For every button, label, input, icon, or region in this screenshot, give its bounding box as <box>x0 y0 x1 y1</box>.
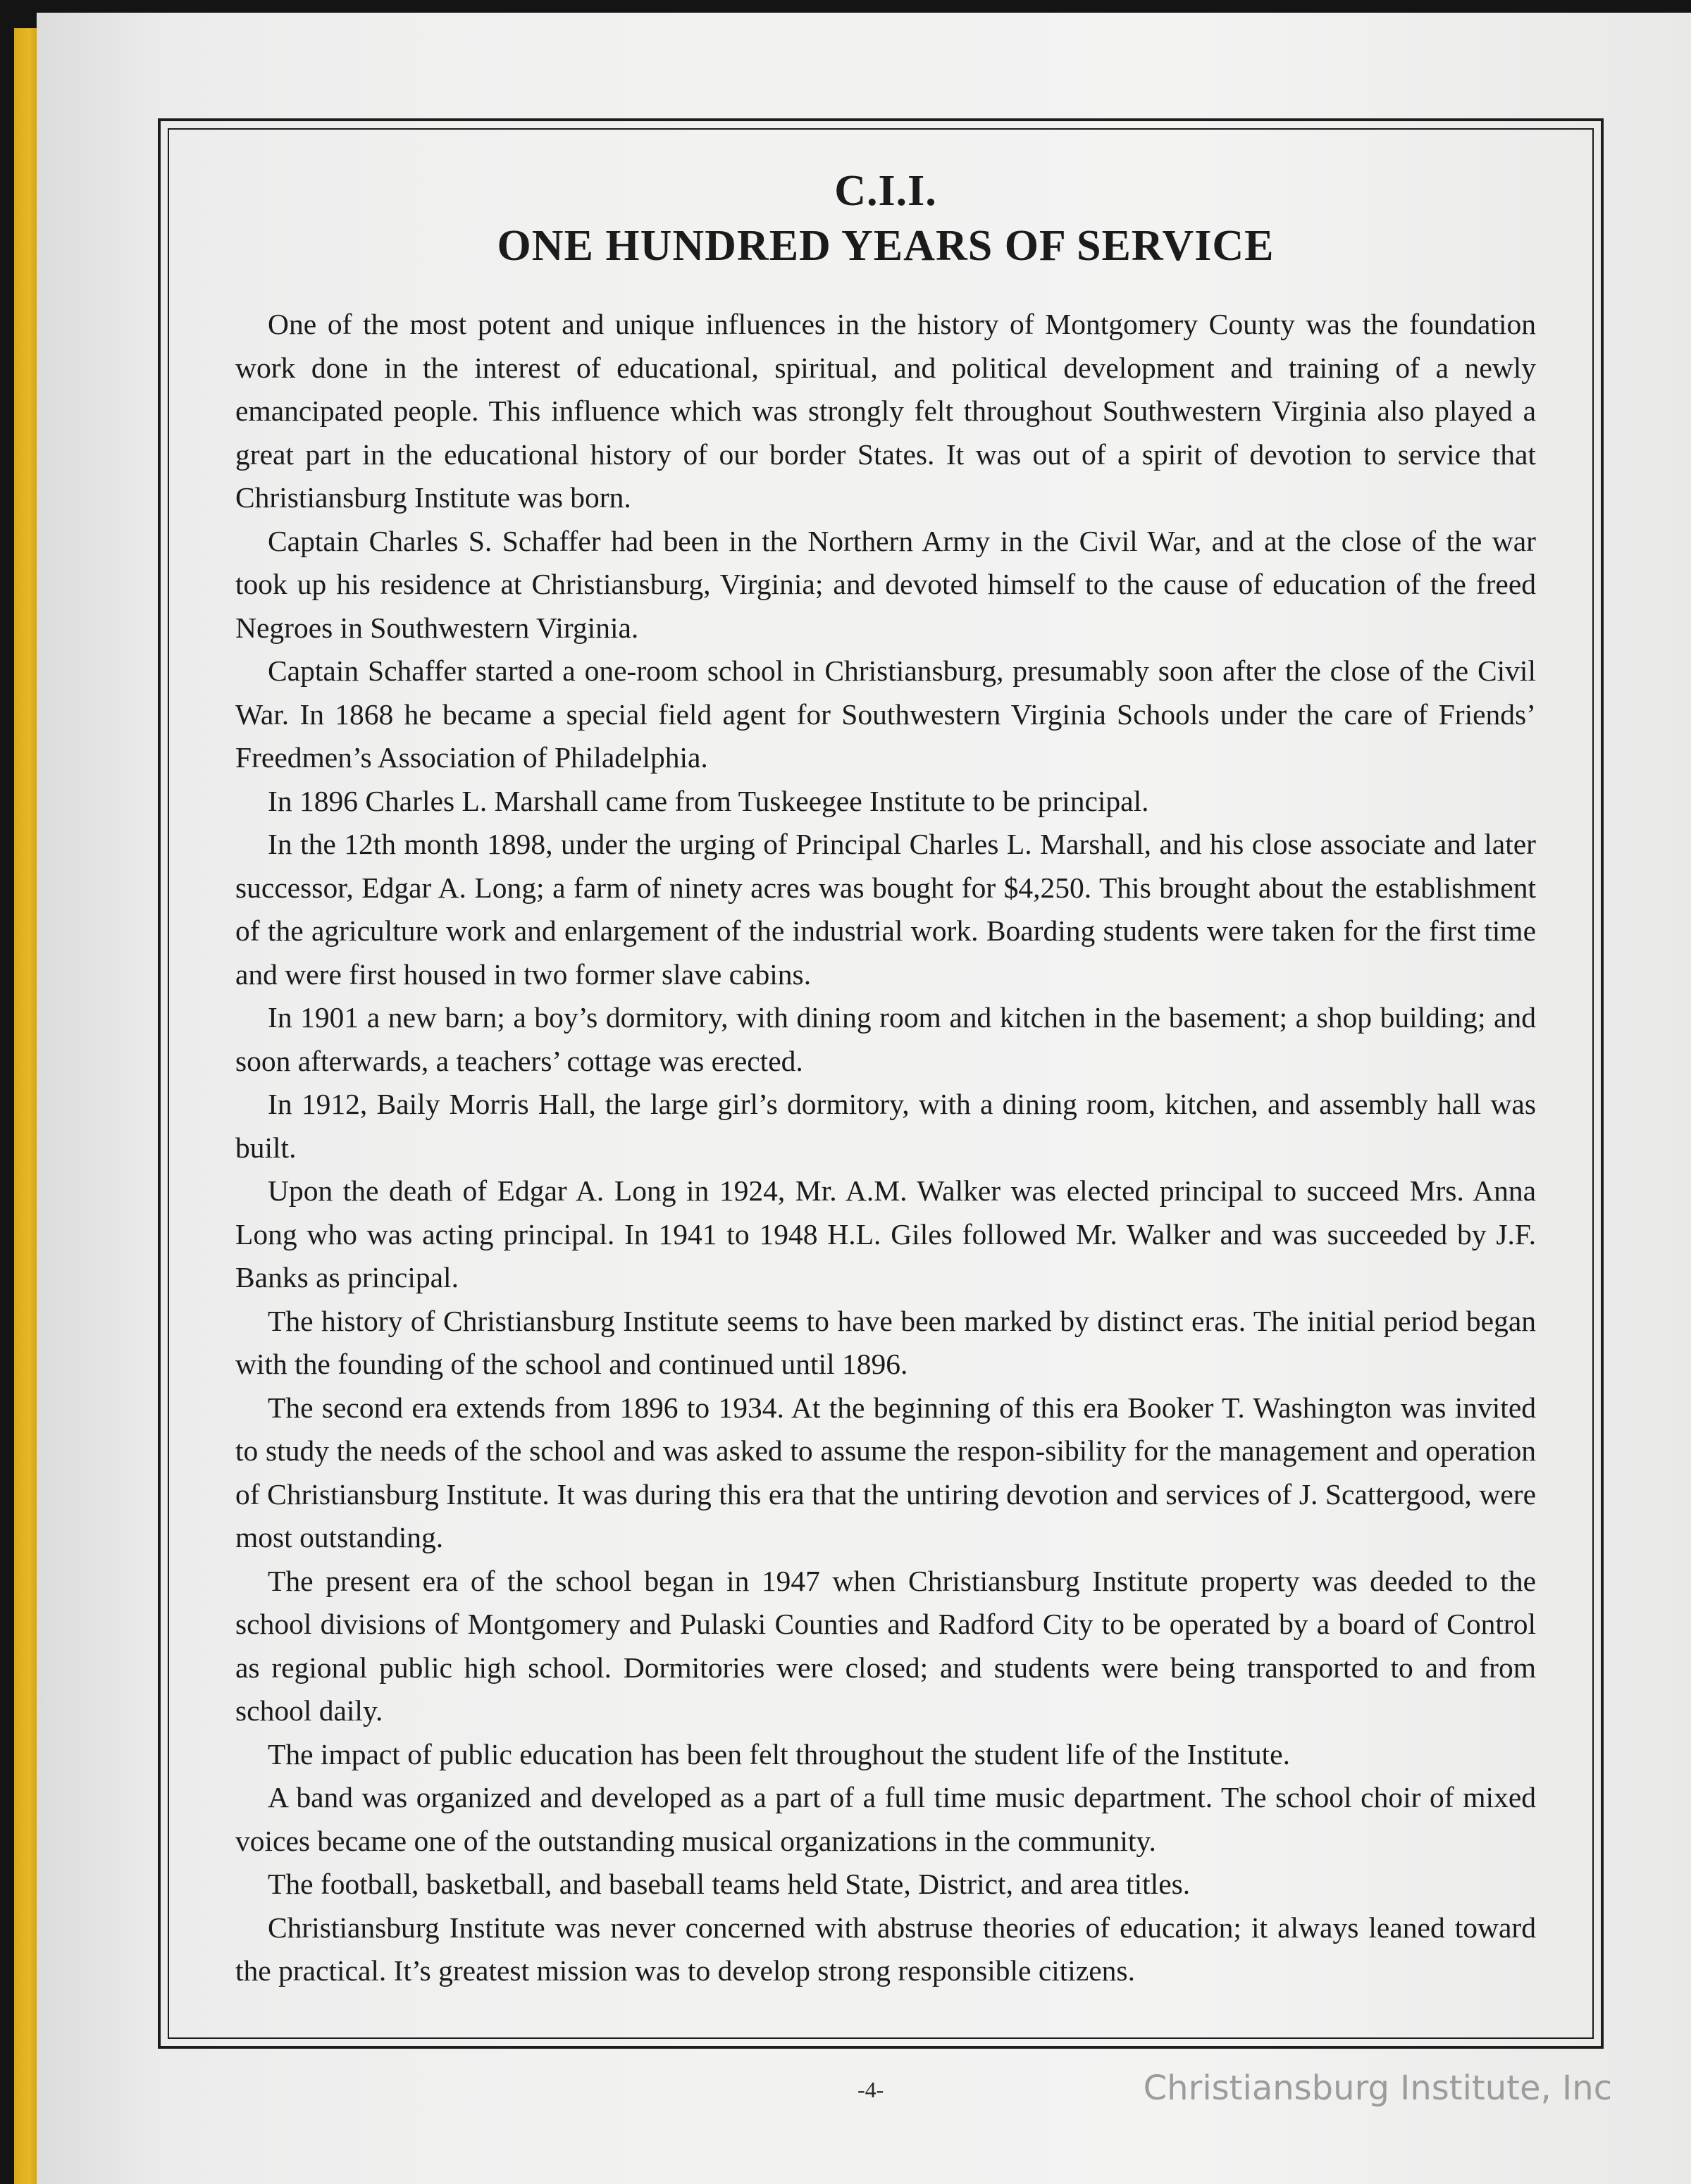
text-frame <box>158 118 1604 2049</box>
paragraph: A band was organized and developed as a part of a full time music department. The school choir of mixed voices became one of the outstanding musical organizations in the community. <box>235 1781 1536 1857</box>
paragraph: The second era extends from 1896 to 1934. At the beginning of this era Booker T. Washington was invited to study the needs of the school and was asked to assume the respon-sibility for the management and operation of Christiansburg Institute. It was during this era that the untiring devotion and services of J. Scattergood, were most outstanding. <box>235 1391 1536 1553</box>
watermark-text: Christiansburg Institute, Inc <box>1143 2068 1612 2108</box>
title-line-1: C.I.I. <box>834 167 937 215</box>
paragraph: In 1901 a new barn; a boy’s dormitory, with dining room and kitchen in the basement; a shop building; and soon afterwards, a teachers’ cottage was erected. <box>235 1001 1536 1077</box>
paragraph: The present era of the school began in 1947 when Christiansburg Institute property was deeded to the school divisions of Montgomery and Pulaski Counties and Radford City to be operated by a board of Control as regional public high school. Dormitories were closed; and students were being transported to and from school daily. <box>235 1564 1536 1727</box>
paragraph: In 1896 Charles L. Marshall came from Tuskeegee Institute to be principal. <box>268 784 1149 817</box>
page-number: -4- <box>857 2077 884 2102</box>
paragraph: Upon the death of Edgar A. Long in 1924, Mr. A.M. Walker was elected principal to succeed Mrs. Anna Long who was acting principal. In 1941 to 1948 H.L. Giles followed Mr. Walker and was succeeded by J.F. Banks as principal. <box>235 1174 1536 1293</box>
page-title <box>235 163 1536 273</box>
title-line-2: ONE HUNDRED YEARS OF SERVICE <box>497 222 1275 270</box>
paragraph: In 1912, Baily Morris Hall, the large girl’s dormitory, with a dining room, kitchen, and assembly hall was built. <box>235 1088 1536 1164</box>
paragraph: Captain Schaffer started a one-room school in Christiansburg, presumably soon after the close of the Civil War. In 1868 he became a special field agent for Southwestern Virginia Schools under the care of Friends’ Freedmen’s Association of Philadelphia. <box>235 654 1536 774</box>
article-content <box>235 163 1536 1993</box>
paragraph: One of the most potent and unique influences in the history of Montgomery County was the foundation work done in the interest of educational, spiritual, and political development and training of a newly emancipated people. This influence which was strongly felt throughout Southwestern Virginia also played a great part in the educational history of our border States. It was out of a spirit of devotion to service that Christiansburg Institute was born. <box>235 308 1536 514</box>
paragraph: The history of Christiansburg Institute seems to have been marked by distinct eras. The initial period began with the founding of the school and continued until 1896. <box>235 1304 1536 1380</box>
paragraph: In the 12th month 1898, under the urging of Principal Charles L. Marshall, and his close associate and later successor, Edgar A. Long; a farm of ninety acres was bought for $4,250. This brought about the establishment of the agriculture work and enlargement of the industrial work. Boarding students were taken for the first time and were first housed in two former slave cabins. <box>235 828 1536 991</box>
yellow-cover-edge <box>14 28 39 2184</box>
article-body <box>235 303 1536 1993</box>
document-page <box>37 13 1691 2184</box>
paragraph: Christiansburg Institute was never concerned with abstruse theories of education; it always leaned toward the practical. It’s greatest mission was to develop strong responsible citizens. <box>235 1911 1536 1987</box>
paragraph: The football, basketball, and baseball teams held State, District, and area titles. <box>268 1868 1191 1900</box>
paragraph: Captain Charles S. Schaffer had been in the Northern Army in the Civil War, and at the close of the war took up his residence at Christiansburg, Virginia; and devoted himself to the cause of education of the freed Negroes in Southwestern Virginia. <box>235 524 1536 644</box>
paragraph: The impact of public education has been felt throughout the student life of the Institute. <box>268 1737 1290 1770</box>
